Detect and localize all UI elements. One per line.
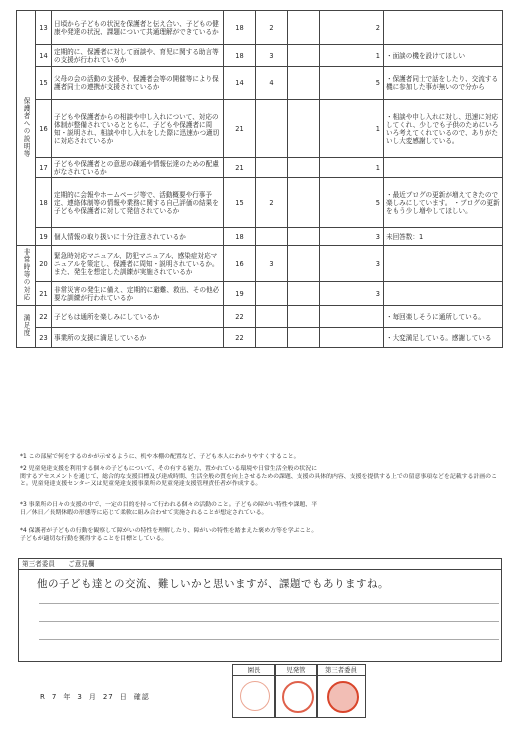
- item-text: 非常災害の発生に備え、定期的に避難、救出、その他必要な訓練が行われているか: [52, 282, 224, 306]
- count-no: 1: [320, 45, 384, 67]
- remark-cell: [384, 246, 503, 282]
- item-text: 事業所の支援に満足しているか: [52, 328, 224, 348]
- footnote-4: *4 保護者が子どもの行動を観察して障がいの特性を理解したり、障がいの特性を踏まえた褒め方等を学ぶこと。 子どもが適切な行動を獲得することを目標としている。: [20, 528, 318, 542]
- item-text: 子どもや保護者からの相談や申し入れについて、対応の体制が整備されているとともに、子どもや保護者に周知・説明され、相談や申し入れをした際に迅速かつ適切に対応されているか: [52, 100, 224, 158]
- count-no: 1: [320, 100, 384, 158]
- remark-cell: ・面談の機を設けてほしい: [384, 45, 503, 67]
- item-number: 17: [36, 158, 52, 178]
- count-yes: 22: [224, 328, 256, 348]
- opinion-text: 他の子ども達との交流、難しいかと思いますが、課題でもありますね。: [37, 578, 389, 590]
- opinion-box: [18, 558, 502, 662]
- item-number: 15: [36, 67, 52, 100]
- stamp-manager: 児発管: [274, 664, 318, 718]
- remark-cell: ・大変満足している。感謝している: [384, 328, 503, 348]
- item-number: 20: [36, 246, 52, 282]
- confirmation-date: R 7 年 3 月 27 日 確認: [40, 693, 150, 701]
- item-text: 子どもは通所を楽しみにしているか: [52, 306, 224, 328]
- count-no: 3: [320, 228, 384, 246]
- count-unsure: 3: [256, 246, 288, 282]
- count-blank: [288, 306, 320, 328]
- category-cell: 非常時等の対応: [17, 246, 36, 306]
- footnote-1: *1 この部屋で何をするのかが示せるように、机や本棚の配置など、子ども本人にわかりやすくすること。: [20, 454, 300, 460]
- item-number: 13: [36, 11, 52, 45]
- item-text: 日頃から子どもの状況を保護者と伝え合い、子どもの健康や発達の状況、課題について共通理解ができているか: [52, 11, 224, 45]
- count-no: 2: [320, 11, 384, 45]
- count-blank: [288, 178, 320, 228]
- footnote-2: *2 児童発達支援を利用する個々の子どもについて、その有する能力、置かれている環境や日常生活全般の状況に 関するアセスメントを通じて、総合的な支援目標及び達成時期、生活全般の質を向上させるための課題、支援の具体的内容、支援を提供する上での留意事項などを記載する計画のこと。児童発達支援センター又は児童発達支援事業所の児童発達支援管理責任者が作成する。: [20, 466, 497, 488]
- stamp-third-party: 第三者委員: [316, 664, 366, 718]
- item-text: 定期的に会報やホームページ等で、活動概要や行事予定、連絡体制等の情報や業務に関する自己評価の結果を子どもや保護者に対して発信されているか: [52, 178, 224, 228]
- count-unsure: 2: [256, 11, 288, 45]
- item-text: 定期的に、保護者に対して面談や、育児に関する助言等の支援が行われているか: [52, 45, 224, 67]
- table-row: [17, 67, 503, 100]
- count-yes: 14: [224, 67, 256, 100]
- count-blank: [288, 100, 320, 158]
- count-unsure: [256, 158, 288, 178]
- table-row: [17, 45, 503, 67]
- remark-cell: [384, 282, 503, 306]
- item-number: 14: [36, 45, 52, 67]
- table-row: [17, 11, 503, 45]
- count-blank: [288, 282, 320, 306]
- table-row: [17, 328, 503, 348]
- item-number: 18: [36, 178, 52, 228]
- remark-cell: ・相談や申し入れに対し、迅速に対応してくれ、少しでも子供のためにいろいろ考えてくれているので、ありがたいし大変感謝している。: [384, 100, 503, 158]
- count-yes: 16: [224, 246, 256, 282]
- count-yes: 18: [224, 228, 256, 246]
- count-unsure: 3: [256, 45, 288, 67]
- count-no: [320, 328, 384, 348]
- count-no: 1: [320, 158, 384, 178]
- table-row: [17, 158, 503, 178]
- count-yes: 22: [224, 306, 256, 328]
- item-number: 16: [36, 100, 52, 158]
- count-blank: [288, 45, 320, 67]
- manager-seal-icon: [282, 681, 314, 713]
- third-party-seal-icon: [327, 681, 359, 713]
- count-yes: 18: [224, 45, 256, 67]
- table-row: [17, 228, 503, 246]
- count-yes: 21: [224, 100, 256, 158]
- count-no: 5: [320, 67, 384, 100]
- remark-cell: 未回答数：1: [384, 228, 503, 246]
- count-unsure: [256, 100, 288, 158]
- item-text: 緊急時対応マニュアル、防犯マニュアル、感染症対応マニュアルを策定し、保護者に周知・説明されているか。また、発生を想定した訓練が実施されているか: [52, 246, 224, 282]
- count-yes: 21: [224, 158, 256, 178]
- count-yes: 19: [224, 282, 256, 306]
- opinion-header: 第三者委員 ご意見欄: [22, 560, 95, 568]
- count-unsure: 2: [256, 178, 288, 228]
- category-cell: 満足度: [17, 306, 36, 348]
- confirmation-footer: [18, 664, 500, 716]
- count-blank: [288, 11, 320, 45]
- count-blank: [288, 246, 320, 282]
- count-unsure: [256, 328, 288, 348]
- count-blank: [288, 328, 320, 348]
- item-number: 22: [36, 306, 52, 328]
- count-blank: [288, 67, 320, 100]
- count-yes: 15: [224, 178, 256, 228]
- count-blank: [288, 228, 320, 246]
- category-cell: 保護者への説明等: [17, 11, 36, 246]
- remark-cell: ・毎回楽しそうに通所している。: [384, 306, 503, 328]
- remark-cell: [384, 11, 503, 45]
- table-row: [17, 246, 503, 282]
- count-no: 3: [320, 282, 384, 306]
- item-number: 23: [36, 328, 52, 348]
- remark-cell: [384, 158, 503, 178]
- count-blank: [288, 158, 320, 178]
- remark-cell: ・保護者同士で話をしたり、交流する機に参加した事が無いので分から: [384, 67, 503, 100]
- table-row: [17, 178, 503, 228]
- count-unsure: [256, 228, 288, 246]
- count-no: 3: [320, 246, 384, 282]
- director-seal-icon: [240, 681, 270, 711]
- stamp-director: 園長: [232, 664, 276, 718]
- table-row: [17, 100, 503, 158]
- item-text: 子どもや保護者との意思の疎通や情報伝達のための配慮がなされているか: [52, 158, 224, 178]
- count-no: [320, 306, 384, 328]
- footnote-3: *3 事業所の日々の支援の中で、一定の目的を持って行われる個々の活動のこと。子どもの障がい特性や課題、平 日／休日／長期休暇の形態等に応じて柔軟に組み合わせて実施されることが想定されている。: [20, 502, 318, 516]
- count-yes: 18: [224, 11, 256, 45]
- evaluation-table: [16, 10, 503, 348]
- remark-cell: ・最近ブログの更新が増えてきたので楽しみにしています。 ・ブログの更新をもう少し増やしてほしい。: [384, 178, 503, 228]
- item-number: 19: [36, 228, 52, 246]
- table-row: [17, 306, 503, 328]
- table-row: [17, 282, 503, 306]
- count-no: 5: [320, 178, 384, 228]
- count-unsure: [256, 282, 288, 306]
- item-text: 父母の会の活動の支援や、保護者会等の開催等により保護者同士の連携が支援されているか: [52, 67, 224, 100]
- count-unsure: 4: [256, 67, 288, 100]
- item-text: 個人情報の取り扱いに十分注意されているか: [52, 228, 224, 246]
- item-number: 21: [36, 282, 52, 306]
- count-unsure: [256, 306, 288, 328]
